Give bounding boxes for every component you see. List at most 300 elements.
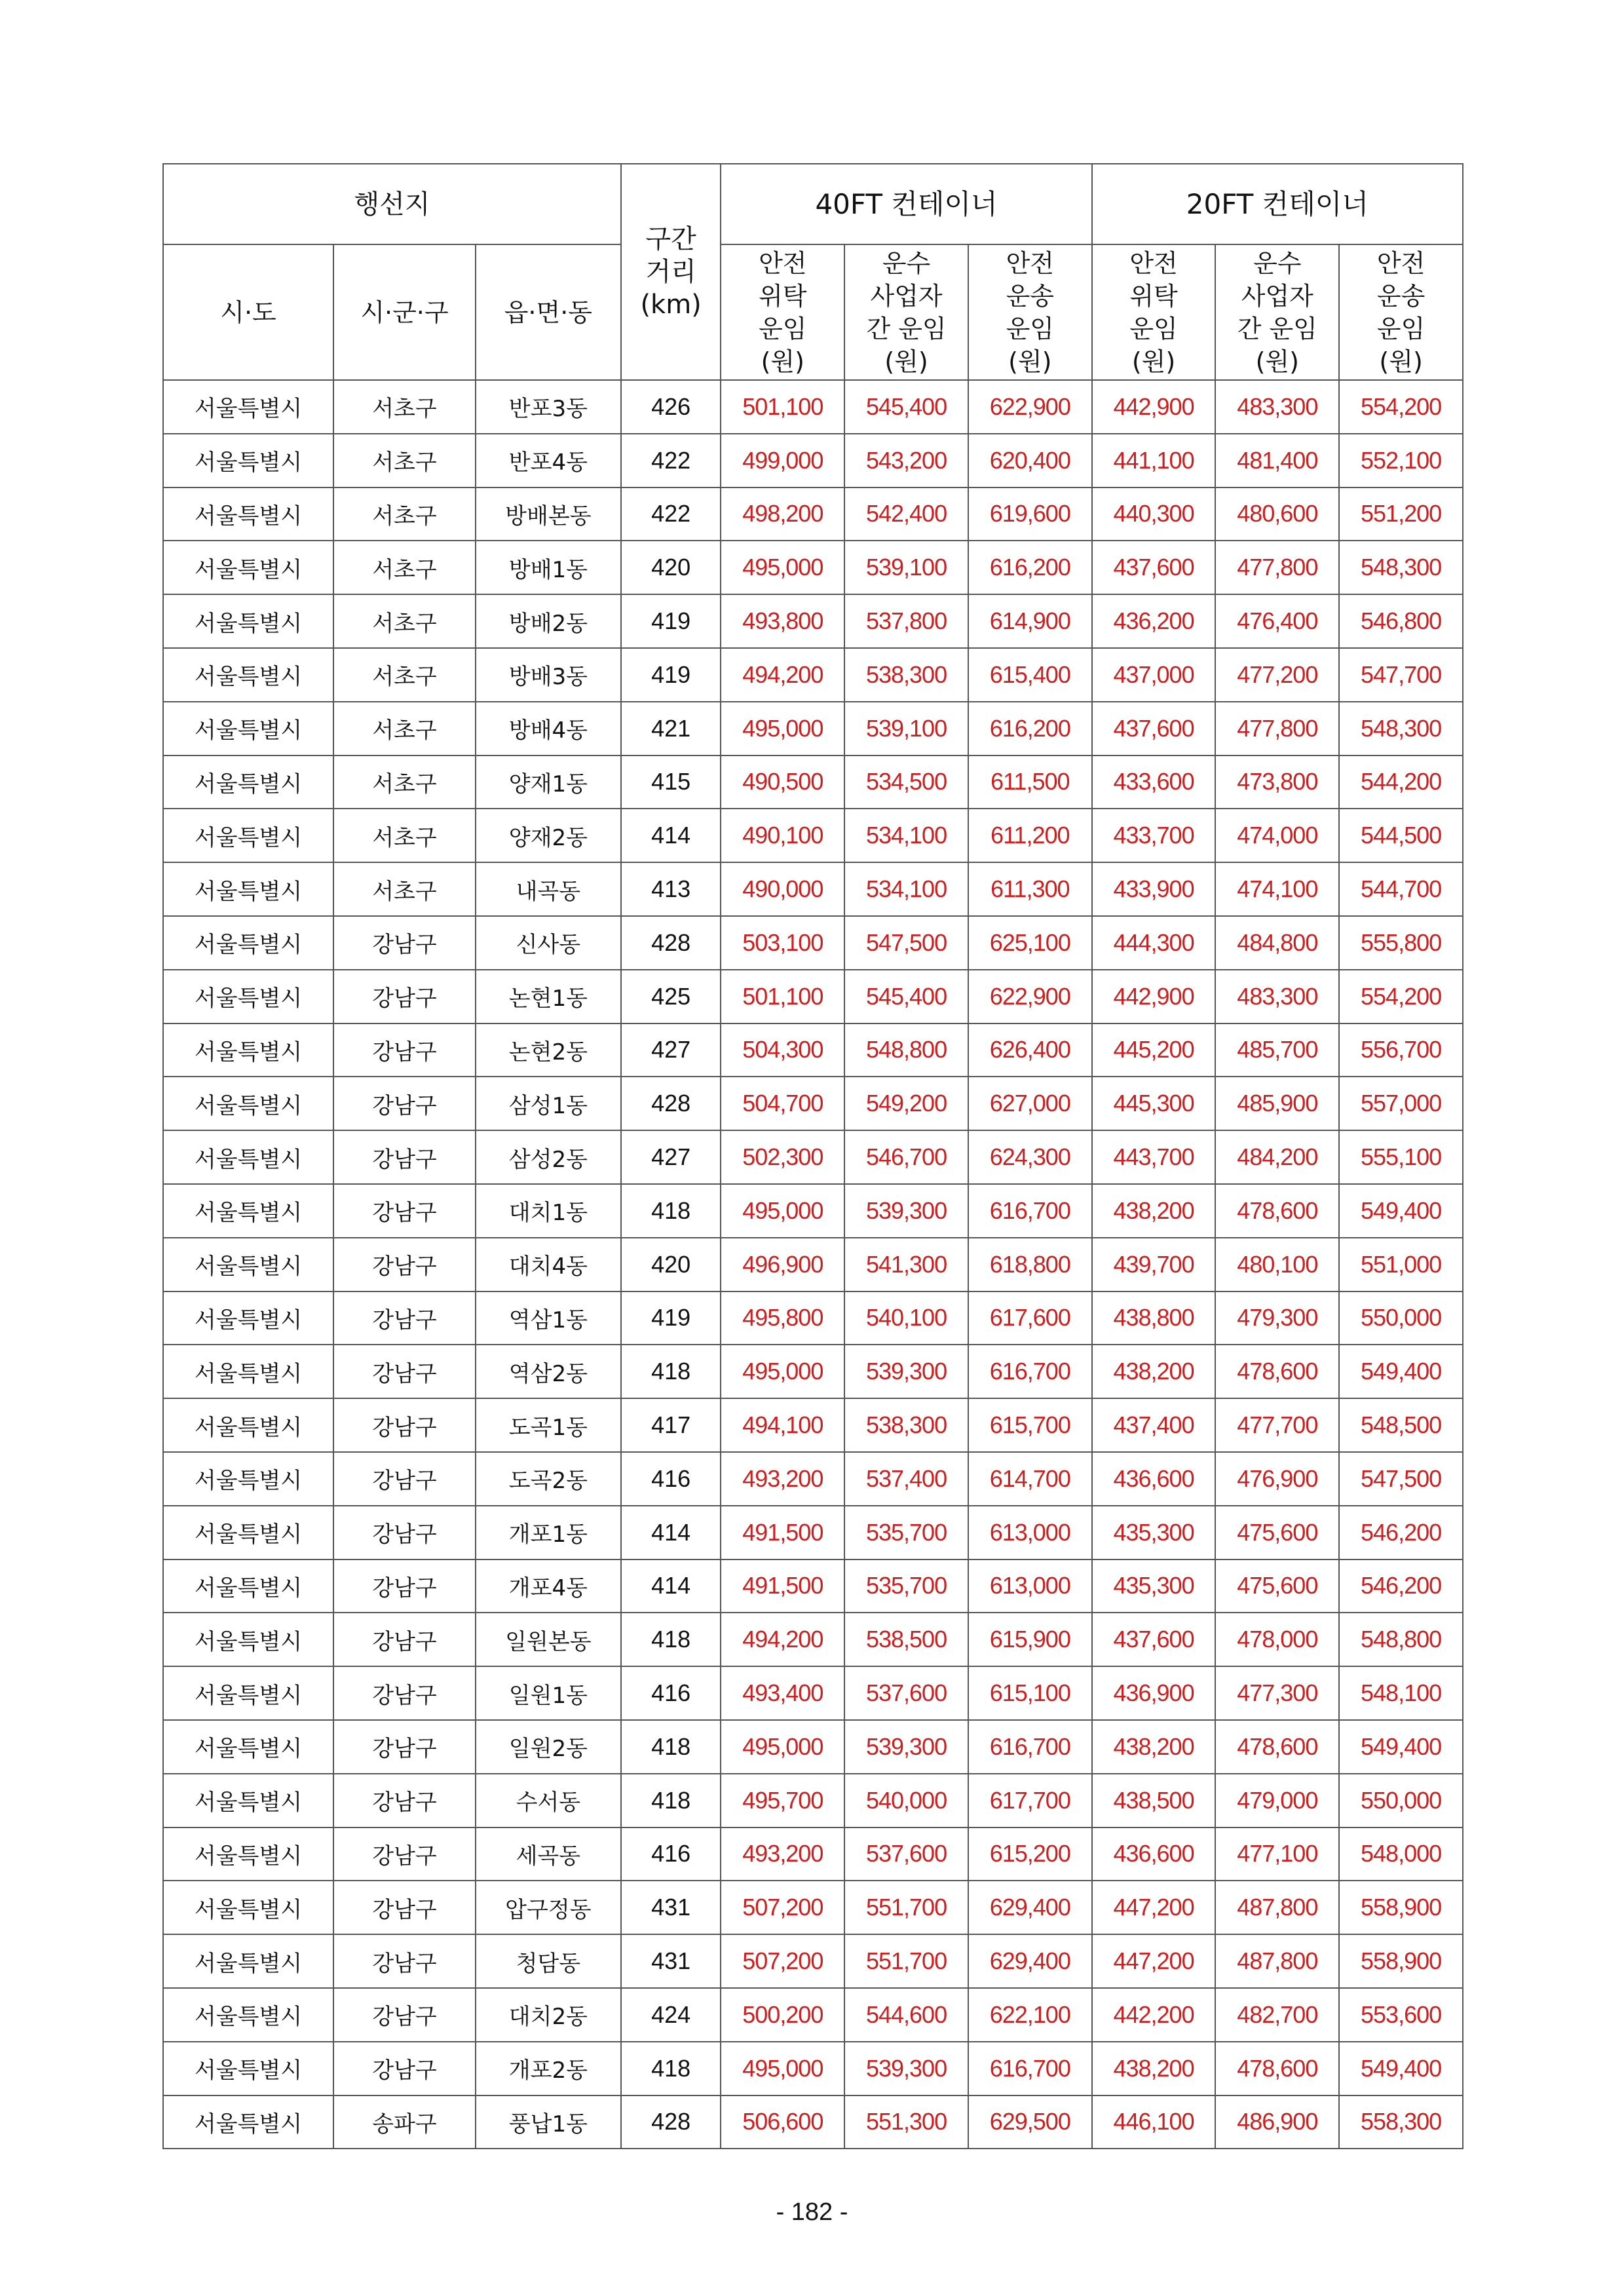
distance-cell: 414 — [621, 1559, 721, 1613]
distance-cell: 420 — [621, 541, 721, 594]
20ft-safe-transport-cell: 554,200 — [1339, 970, 1463, 1024]
dong-cell: 수서동 — [476, 1774, 621, 1827]
20ft-safe-consign-cell: 437,000 — [1092, 648, 1216, 702]
sido-cell: 서울특별시 — [163, 970, 333, 1024]
40ft-safe-consign-cell: 495,000 — [721, 702, 844, 756]
distance-cell: 422 — [621, 488, 721, 541]
sigungu-cell: 서초구 — [333, 756, 476, 809]
40ft-carrier-rate-cell: 538,300 — [844, 648, 968, 702]
20ft-carrier-rate-header: 운수 사업자 간 운임 (원) — [1215, 244, 1339, 380]
40ft-carrier-rate-cell: 539,100 — [844, 541, 968, 594]
40ft-safe-transport-cell: 626,400 — [968, 1024, 1092, 1077]
sido-cell: 서울특별시 — [163, 862, 333, 916]
20ft-safe-transport-cell: 548,500 — [1339, 1398, 1463, 1452]
40ft-safe-transport-cell: 624,300 — [968, 1130, 1092, 1184]
table-row — [163, 380, 1463, 434]
20ft-safe-consign-cell: 438,500 — [1092, 1774, 1216, 1827]
20ft-carrier-rate-cell: 474,100 — [1215, 862, 1339, 916]
20ft-safe-transport-cell: 551,000 — [1339, 1238, 1463, 1292]
20ft-safe-transport-cell: 548,100 — [1339, 1666, 1463, 1720]
20ft-safe-transport-cell: 546,800 — [1339, 594, 1463, 648]
20ft-safe-consign-cell: 441,100 — [1092, 434, 1216, 488]
40ft-carrier-rate-cell: 534,500 — [844, 756, 968, 809]
dong-cell: 반포4동 — [476, 434, 621, 488]
40ft-carrier-rate-cell: 534,100 — [844, 809, 968, 862]
20ft-carrier-rate-cell: 478,600 — [1215, 1184, 1339, 1238]
distance-cell: 418 — [621, 1184, 721, 1238]
20ft-safe-transport-cell: 548,000 — [1339, 1827, 1463, 1881]
sido-cell: 서울특별시 — [163, 1774, 333, 1827]
dong-cell: 신사동 — [476, 916, 621, 970]
sigungu-cell: 강남구 — [333, 1345, 476, 1398]
20ft-safe-transport-cell: 550,000 — [1339, 1774, 1463, 1827]
sido-cell: 서울특별시 — [163, 1613, 333, 1666]
40ft-carrier-rate-cell: 538,500 — [844, 1613, 968, 1666]
20ft-safe-transport-cell: 549,400 — [1339, 1345, 1463, 1398]
sigungu-cell: 강남구 — [333, 1452, 476, 1506]
dong-cell: 방배본동 — [476, 488, 621, 541]
table-row — [163, 541, 1463, 594]
sigungu-cell: 강남구 — [333, 970, 476, 1024]
20ft-safe-transport-cell: 546,200 — [1339, 1506, 1463, 1559]
sigungu-cell: 강남구 — [333, 1666, 476, 1720]
sigungu-header: 시·군·구 — [333, 244, 476, 380]
20ft-safe-consign-cell: 442,200 — [1092, 1988, 1216, 2042]
40ft-carrier-rate-cell: 537,400 — [844, 1452, 968, 1506]
20ft-carrier-rate-cell: 475,600 — [1215, 1506, 1339, 1559]
sido-cell: 서울특별시 — [163, 434, 333, 488]
destination-header: 행선지 — [163, 164, 621, 244]
table-row — [163, 809, 1463, 862]
sido-cell: 서울특별시 — [163, 380, 333, 434]
sigungu-cell: 강남구 — [333, 1077, 476, 1130]
dong-cell: 개포2동 — [476, 2042, 621, 2095]
20ft-safe-consign-cell: 436,900 — [1092, 1666, 1216, 1720]
sido-cell: 서울특별시 — [163, 2042, 333, 2095]
sigungu-cell: 강남구 — [333, 1988, 476, 2042]
distance-cell: 416 — [621, 1827, 721, 1881]
40ft-safe-consign-cell: 507,200 — [721, 1881, 844, 1934]
sido-cell: 서울특별시 — [163, 702, 333, 756]
40ft-safe-transport-cell: 620,400 — [968, 434, 1092, 488]
20ft-carrier-rate-cell: 485,700 — [1215, 1024, 1339, 1077]
20ft-carrier-rate-cell: 478,600 — [1215, 2042, 1339, 2095]
sigungu-cell: 서초구 — [333, 702, 476, 756]
20ft-safe-consign-cell: 437,600 — [1092, 702, 1216, 756]
20ft-carrier-rate-cell: 479,000 — [1215, 1774, 1339, 1827]
distance-cell: 419 — [621, 648, 721, 702]
sido-cell: 서울특별시 — [163, 1827, 333, 1881]
20ft-carrier-rate-cell: 483,300 — [1215, 380, 1339, 434]
distance-cell: 425 — [621, 970, 721, 1024]
20ft-safe-consign-cell: 433,700 — [1092, 809, 1216, 862]
20ft-safe-consign-cell: 438,200 — [1092, 1345, 1216, 1398]
distance-cell: 427 — [621, 1130, 721, 1184]
distance-cell: 421 — [621, 702, 721, 756]
distance-cell: 422 — [621, 434, 721, 488]
20ft-safe-consign-cell: 437,600 — [1092, 541, 1216, 594]
sigungu-cell: 강남구 — [333, 1827, 476, 1881]
distance-cell: 418 — [621, 1613, 721, 1666]
40ft-safe-consign-cell: 501,100 — [721, 380, 844, 434]
40ft-safe-transport-cell: 616,700 — [968, 1184, 1092, 1238]
40ft-safe-consign-cell: 493,800 — [721, 594, 844, 648]
dong-cell: 역삼1동 — [476, 1292, 621, 1345]
20ft-safe-transport-cell: 551,200 — [1339, 488, 1463, 541]
40ft-safe-consign-cell: 502,300 — [721, 1130, 844, 1184]
20ft-carrier-rate-cell: 477,700 — [1215, 1398, 1339, 1452]
sigungu-cell: 강남구 — [333, 1506, 476, 1559]
40ft-carrier-rate-cell: 534,100 — [844, 862, 968, 916]
table-row — [163, 1827, 1463, 1881]
dong-cell: 방배3동 — [476, 648, 621, 702]
sigungu-cell: 강남구 — [333, 1398, 476, 1452]
20ft-carrier-rate-cell: 485,900 — [1215, 1077, 1339, 1130]
20ft-safe-consign-cell: 436,200 — [1092, 594, 1216, 648]
40ft-carrier-rate-cell: 548,800 — [844, 1024, 968, 1077]
20ft-safe-consign-cell: 435,300 — [1092, 1559, 1216, 1613]
40ft-carrier-rate-cell: 539,300 — [844, 1184, 968, 1238]
table-row — [163, 1988, 1463, 2042]
table-row — [163, 1238, 1463, 1292]
dong-cell: 압구정동 — [476, 1881, 621, 1934]
40ft-safe-consign-cell: 490,500 — [721, 756, 844, 809]
table-row — [163, 1130, 1463, 1184]
20ft-safe-consign-header: 안전 위탁 운임 (원) — [1092, 244, 1216, 380]
table-row — [163, 2042, 1463, 2095]
40ft-safe-transport-cell: 611,300 — [968, 862, 1092, 916]
40ft-carrier-rate-cell: 535,700 — [844, 1506, 968, 1559]
40ft-safe-transport-cell: 616,700 — [968, 1345, 1092, 1398]
40ft-carrier-rate-cell: 545,400 — [844, 970, 968, 1024]
40ft-carrier-rate-cell: 535,700 — [844, 1559, 968, 1613]
table-row — [163, 1666, 1463, 1720]
20ft-safe-consign-cell: 435,300 — [1092, 1506, 1216, 1559]
dong-cell: 세곡동 — [476, 1827, 621, 1881]
20ft-safe-transport-cell: 548,300 — [1339, 702, 1463, 756]
40ft-safe-transport-cell: 616,700 — [968, 2042, 1092, 2095]
20ft-safe-consign-cell: 445,300 — [1092, 1077, 1216, 1130]
sigungu-cell: 강남구 — [333, 1774, 476, 1827]
sido-cell: 서울특별시 — [163, 541, 333, 594]
20ft-carrier-rate-cell: 484,200 — [1215, 1130, 1339, 1184]
40ft-safe-consign-cell: 507,200 — [721, 1934, 844, 1988]
20ft-carrier-rate-cell: 482,700 — [1215, 1988, 1339, 2042]
sigungu-cell: 서초구 — [333, 594, 476, 648]
dong-cell: 청담동 — [476, 1934, 621, 1988]
eupmyeondong-header: 읍·면·동 — [476, 244, 621, 380]
20ft-safe-transport-cell: 549,400 — [1339, 1720, 1463, 1774]
distance-cell: 419 — [621, 1292, 721, 1345]
20ft-safe-transport-cell: 549,400 — [1339, 2042, 1463, 2095]
dong-cell: 도곡1동 — [476, 1398, 621, 1452]
sido-cell: 서울특별시 — [163, 1720, 333, 1774]
20ft-safe-consign-cell: 436,600 — [1092, 1827, 1216, 1881]
sigungu-cell: 서초구 — [333, 380, 476, 434]
sido-cell: 서울특별시 — [163, 1506, 333, 1559]
table-row — [163, 1881, 1463, 1934]
20ft-carrier-rate-cell: 477,200 — [1215, 648, 1339, 702]
dong-cell: 도곡2동 — [476, 1452, 621, 1506]
20ft-safe-transport-cell: 556,700 — [1339, 1024, 1463, 1077]
40ft-safe-consign-cell: 491,500 — [721, 1559, 844, 1613]
dong-cell: 일원2동 — [476, 1720, 621, 1774]
20ft-safe-consign-cell: 437,400 — [1092, 1398, 1216, 1452]
40ft-safe-transport-cell: 629,400 — [968, 1934, 1092, 1988]
20ft-carrier-rate-cell: 480,100 — [1215, 1238, 1339, 1292]
20ft-carrier-rate-cell: 478,000 — [1215, 1613, 1339, 1666]
20ft-safe-consign-cell: 447,200 — [1092, 1881, 1216, 1934]
20ft-safe-consign-cell: 440,300 — [1092, 488, 1216, 541]
sigungu-cell: 강남구 — [333, 2042, 476, 2095]
20ft-safe-transport-cell: 558,300 — [1339, 2095, 1463, 2149]
freight-rate-table — [162, 163, 1463, 2149]
sigungu-cell: 강남구 — [333, 1559, 476, 1613]
40ft-carrier-rate-cell: 545,400 — [844, 380, 968, 434]
20ft-carrier-rate-cell: 478,600 — [1215, 1345, 1339, 1398]
40ft-safe-consign-cell: 504,300 — [721, 1024, 844, 1077]
20ft-safe-transport-cell: 555,800 — [1339, 916, 1463, 970]
40ft-safe-transport-cell: 613,000 — [968, 1506, 1092, 1559]
20ft-safe-transport-cell: 547,500 — [1339, 1452, 1463, 1506]
table-row — [163, 1024, 1463, 1077]
sido-cell: 서울특별시 — [163, 756, 333, 809]
40ft-safe-transport-cell: 616,200 — [968, 541, 1092, 594]
sigungu-cell: 강남구 — [333, 916, 476, 970]
distance-cell: 418 — [621, 1720, 721, 1774]
40ft-safe-transport-cell: 615,900 — [968, 1613, 1092, 1666]
40ft-safe-transport-cell: 622,900 — [968, 380, 1092, 434]
dong-cell: 양재1동 — [476, 756, 621, 809]
20ft-carrier-rate-cell: 483,300 — [1215, 970, 1339, 1024]
40ft-safe-consign-cell: 490,000 — [721, 862, 844, 916]
40ft-safe-transport-cell: 611,200 — [968, 809, 1092, 862]
20ft-safe-transport-cell: 558,900 — [1339, 1881, 1463, 1934]
20ft-carrier-rate-cell: 481,400 — [1215, 434, 1339, 488]
20ft-safe-transport-cell: 548,300 — [1339, 541, 1463, 594]
40ft-carrier-rate-header: 운수 사업자 간 운임 (원) — [844, 244, 968, 380]
20ft-carrier-rate-cell: 478,600 — [1215, 1720, 1339, 1774]
table-row — [163, 1345, 1463, 1398]
table-row — [163, 1559, 1463, 1613]
sido-cell: 서울특별시 — [163, 488, 333, 541]
distance-cell: 428 — [621, 1077, 721, 1130]
40ft-safe-transport-cell: 617,700 — [968, 1774, 1092, 1827]
table-row — [163, 862, 1463, 916]
40ft-carrier-rate-cell: 551,700 — [844, 1934, 968, 1988]
sigungu-cell: 서초구 — [333, 434, 476, 488]
40ft-safe-consign-cell: 495,700 — [721, 1774, 844, 1827]
sigungu-cell: 강남구 — [333, 1934, 476, 1988]
20ft-safe-consign-cell: 443,700 — [1092, 1130, 1216, 1184]
table-row — [163, 1452, 1463, 1506]
40ft-safe-consign-cell: 495,000 — [721, 2042, 844, 2095]
dong-cell: 양재2동 — [476, 809, 621, 862]
20ft-carrier-rate-cell: 477,800 — [1215, 702, 1339, 756]
dong-cell: 대치4동 — [476, 1238, 621, 1292]
40ft-carrier-rate-cell: 537,600 — [844, 1666, 968, 1720]
table-row — [163, 1720, 1463, 1774]
table-row — [163, 1184, 1463, 1238]
sigungu-cell: 서초구 — [333, 862, 476, 916]
40ft-carrier-rate-cell: 539,100 — [844, 702, 968, 756]
sido-cell: 서울특별시 — [163, 1130, 333, 1184]
40ft-carrier-rate-cell: 547,500 — [844, 916, 968, 970]
sido-cell: 서울특별시 — [163, 594, 333, 648]
distance-cell: 426 — [621, 380, 721, 434]
table-row — [163, 702, 1463, 756]
20ft-safe-transport-cell: 544,500 — [1339, 809, 1463, 862]
distance-cell: 416 — [621, 1666, 721, 1720]
40ft-safe-transport-cell: 622,900 — [968, 970, 1092, 1024]
sido-cell: 서울특별시 — [163, 809, 333, 862]
distance-cell: 414 — [621, 1506, 721, 1559]
dong-cell: 개포4동 — [476, 1559, 621, 1613]
distance-cell: 418 — [621, 1345, 721, 1398]
40ft-safe-transport-cell: 619,600 — [968, 488, 1092, 541]
sido-cell: 서울특별시 — [163, 1452, 333, 1506]
40ft-safe-transport-cell: 614,700 — [968, 1452, 1092, 1506]
sigungu-cell: 서초구 — [333, 648, 476, 702]
distance-cell: 428 — [621, 916, 721, 970]
sido-cell: 서울특별시 — [163, 1934, 333, 1988]
20ft-safe-consign-cell: 444,300 — [1092, 916, 1216, 970]
20ft-safe-transport-cell: 552,100 — [1339, 434, 1463, 488]
40ft-safe-consign-cell: 493,200 — [721, 1827, 844, 1881]
distance-cell: 417 — [621, 1398, 721, 1452]
40ft-safe-consign-cell: 496,900 — [721, 1238, 844, 1292]
sido-cell: 서울특별시 — [163, 1024, 333, 1077]
20ft-safe-consign-cell: 439,700 — [1092, 1238, 1216, 1292]
20ft-safe-transport-cell: 548,800 — [1339, 1613, 1463, 1666]
40ft-safe-transport-cell: 616,200 — [968, 702, 1092, 756]
40ft-safe-consign-cell: 493,400 — [721, 1666, 844, 1720]
40ft-safe-consign-cell: 501,100 — [721, 970, 844, 1024]
20ft-safe-consign-cell: 438,200 — [1092, 2042, 1216, 2095]
dong-cell: 삼성2동 — [476, 1130, 621, 1184]
40ft-carrier-rate-cell: 540,000 — [844, 1774, 968, 1827]
dong-cell: 반포3동 — [476, 380, 621, 434]
40ft-safe-transport-cell: 615,700 — [968, 1398, 1092, 1452]
40ft-carrier-rate-cell: 551,700 — [844, 1881, 968, 1934]
40ft-carrier-rate-cell: 543,200 — [844, 434, 968, 488]
40ft-carrier-rate-cell: 542,400 — [844, 488, 968, 541]
sigungu-cell: 서초구 — [333, 809, 476, 862]
sigungu-cell: 강남구 — [333, 1024, 476, 1077]
container-40ft-header: 40FT 컨테이너 — [721, 164, 1091, 244]
40ft-safe-transport-cell: 622,100 — [968, 1988, 1092, 2042]
20ft-safe-transport-cell: 547,700 — [1339, 648, 1463, 702]
sido-cell: 서울특별시 — [163, 648, 333, 702]
20ft-carrier-rate-cell: 487,800 — [1215, 1934, 1339, 1988]
container-20ft-header: 20FT 컨테이너 — [1092, 164, 1463, 244]
40ft-carrier-rate-cell: 539,300 — [844, 1720, 968, 1774]
20ft-safe-transport-cell: 549,400 — [1339, 1184, 1463, 1238]
20ft-safe-consign-cell: 446,100 — [1092, 2095, 1216, 2149]
distance-cell: 419 — [621, 594, 721, 648]
40ft-carrier-rate-cell: 541,300 — [844, 1238, 968, 1292]
sigungu-cell: 강남구 — [333, 1184, 476, 1238]
dong-cell: 방배1동 — [476, 541, 621, 594]
sido-cell: 서울특별시 — [163, 1077, 333, 1130]
40ft-safe-consign-cell: 495,000 — [721, 1184, 844, 1238]
40ft-safe-consign-cell: 495,800 — [721, 1292, 844, 1345]
sigungu-cell: 강남구 — [333, 1130, 476, 1184]
dong-cell: 대치2동 — [476, 1988, 621, 2042]
40ft-safe-consign-cell: 499,000 — [721, 434, 844, 488]
dong-cell: 방배2동 — [476, 594, 621, 648]
page-number: - 182 - — [776, 2198, 848, 2226]
20ft-carrier-rate-cell: 480,600 — [1215, 488, 1339, 541]
40ft-safe-transport-cell: 627,000 — [968, 1077, 1092, 1130]
table-row — [163, 434, 1463, 488]
40ft-safe-consign-cell: 495,000 — [721, 541, 844, 594]
dong-cell: 논현1동 — [476, 970, 621, 1024]
20ft-safe-transport-cell: 544,700 — [1339, 862, 1463, 916]
sigungu-cell: 강남구 — [333, 1881, 476, 1934]
sido-cell: 서울특별시 — [163, 1559, 333, 1613]
table-row — [163, 916, 1463, 970]
distance-cell: 414 — [621, 809, 721, 862]
table-row — [163, 648, 1463, 702]
distance-cell: 413 — [621, 862, 721, 916]
table-row — [163, 1506, 1463, 1559]
20ft-carrier-rate-cell: 487,800 — [1215, 1881, 1339, 1934]
20ft-carrier-rate-cell: 477,800 — [1215, 541, 1339, 594]
40ft-safe-consign-header: 안전 위탁 운임 (원) — [721, 244, 844, 380]
20ft-safe-consign-cell: 433,600 — [1092, 756, 1216, 809]
dong-cell: 풍납1동 — [476, 2095, 621, 2149]
distance-cell: 428 — [621, 2095, 721, 2149]
distance-cell: 415 — [621, 756, 721, 809]
sido-cell: 서울특별시 — [163, 1184, 333, 1238]
distance-header: 구간 거리 (km) — [621, 164, 721, 380]
table-row — [163, 1613, 1463, 1666]
20ft-safe-consign-cell: 447,200 — [1092, 1934, 1216, 1988]
sido-cell: 서울특별시 — [163, 1292, 333, 1345]
20ft-safe-consign-cell: 438,200 — [1092, 1720, 1216, 1774]
distance-cell: 418 — [621, 1774, 721, 1827]
sido-cell: 서울특별시 — [163, 1345, 333, 1398]
40ft-safe-transport-cell: 614,900 — [968, 594, 1092, 648]
20ft-safe-consign-cell: 438,200 — [1092, 1184, 1216, 1238]
40ft-safe-consign-cell: 500,200 — [721, 1988, 844, 2042]
40ft-safe-consign-cell: 495,000 — [721, 1720, 844, 1774]
40ft-safe-consign-cell: 494,100 — [721, 1398, 844, 1452]
table-row — [163, 1398, 1463, 1452]
20ft-safe-transport-cell: 550,000 — [1339, 1292, 1463, 1345]
20ft-carrier-rate-cell: 475,600 — [1215, 1559, 1339, 1613]
table-row — [163, 488, 1463, 541]
20ft-safe-transport-cell: 557,000 — [1339, 1077, 1463, 1130]
40ft-carrier-rate-cell: 539,300 — [844, 2042, 968, 2095]
sido-cell: 서울특별시 — [163, 1398, 333, 1452]
40ft-safe-transport-cell: 611,500 — [968, 756, 1092, 809]
distance-cell: 416 — [621, 1452, 721, 1506]
dong-cell: 방배4동 — [476, 702, 621, 756]
20ft-safe-transport-cell: 555,100 — [1339, 1130, 1463, 1184]
distance-cell: 431 — [621, 1881, 721, 1934]
distance-cell: 431 — [621, 1934, 721, 1988]
distance-cell: 427 — [621, 1024, 721, 1077]
table-row — [163, 594, 1463, 648]
20ft-carrier-rate-cell: 484,800 — [1215, 916, 1339, 970]
20ft-safe-transport-cell: 544,200 — [1339, 756, 1463, 809]
sido-cell: 서울특별시 — [163, 2095, 333, 2149]
40ft-safe-transport-cell: 615,400 — [968, 648, 1092, 702]
20ft-safe-consign-cell: 436,600 — [1092, 1452, 1216, 1506]
sido-cell: 서울특별시 — [163, 1881, 333, 1934]
